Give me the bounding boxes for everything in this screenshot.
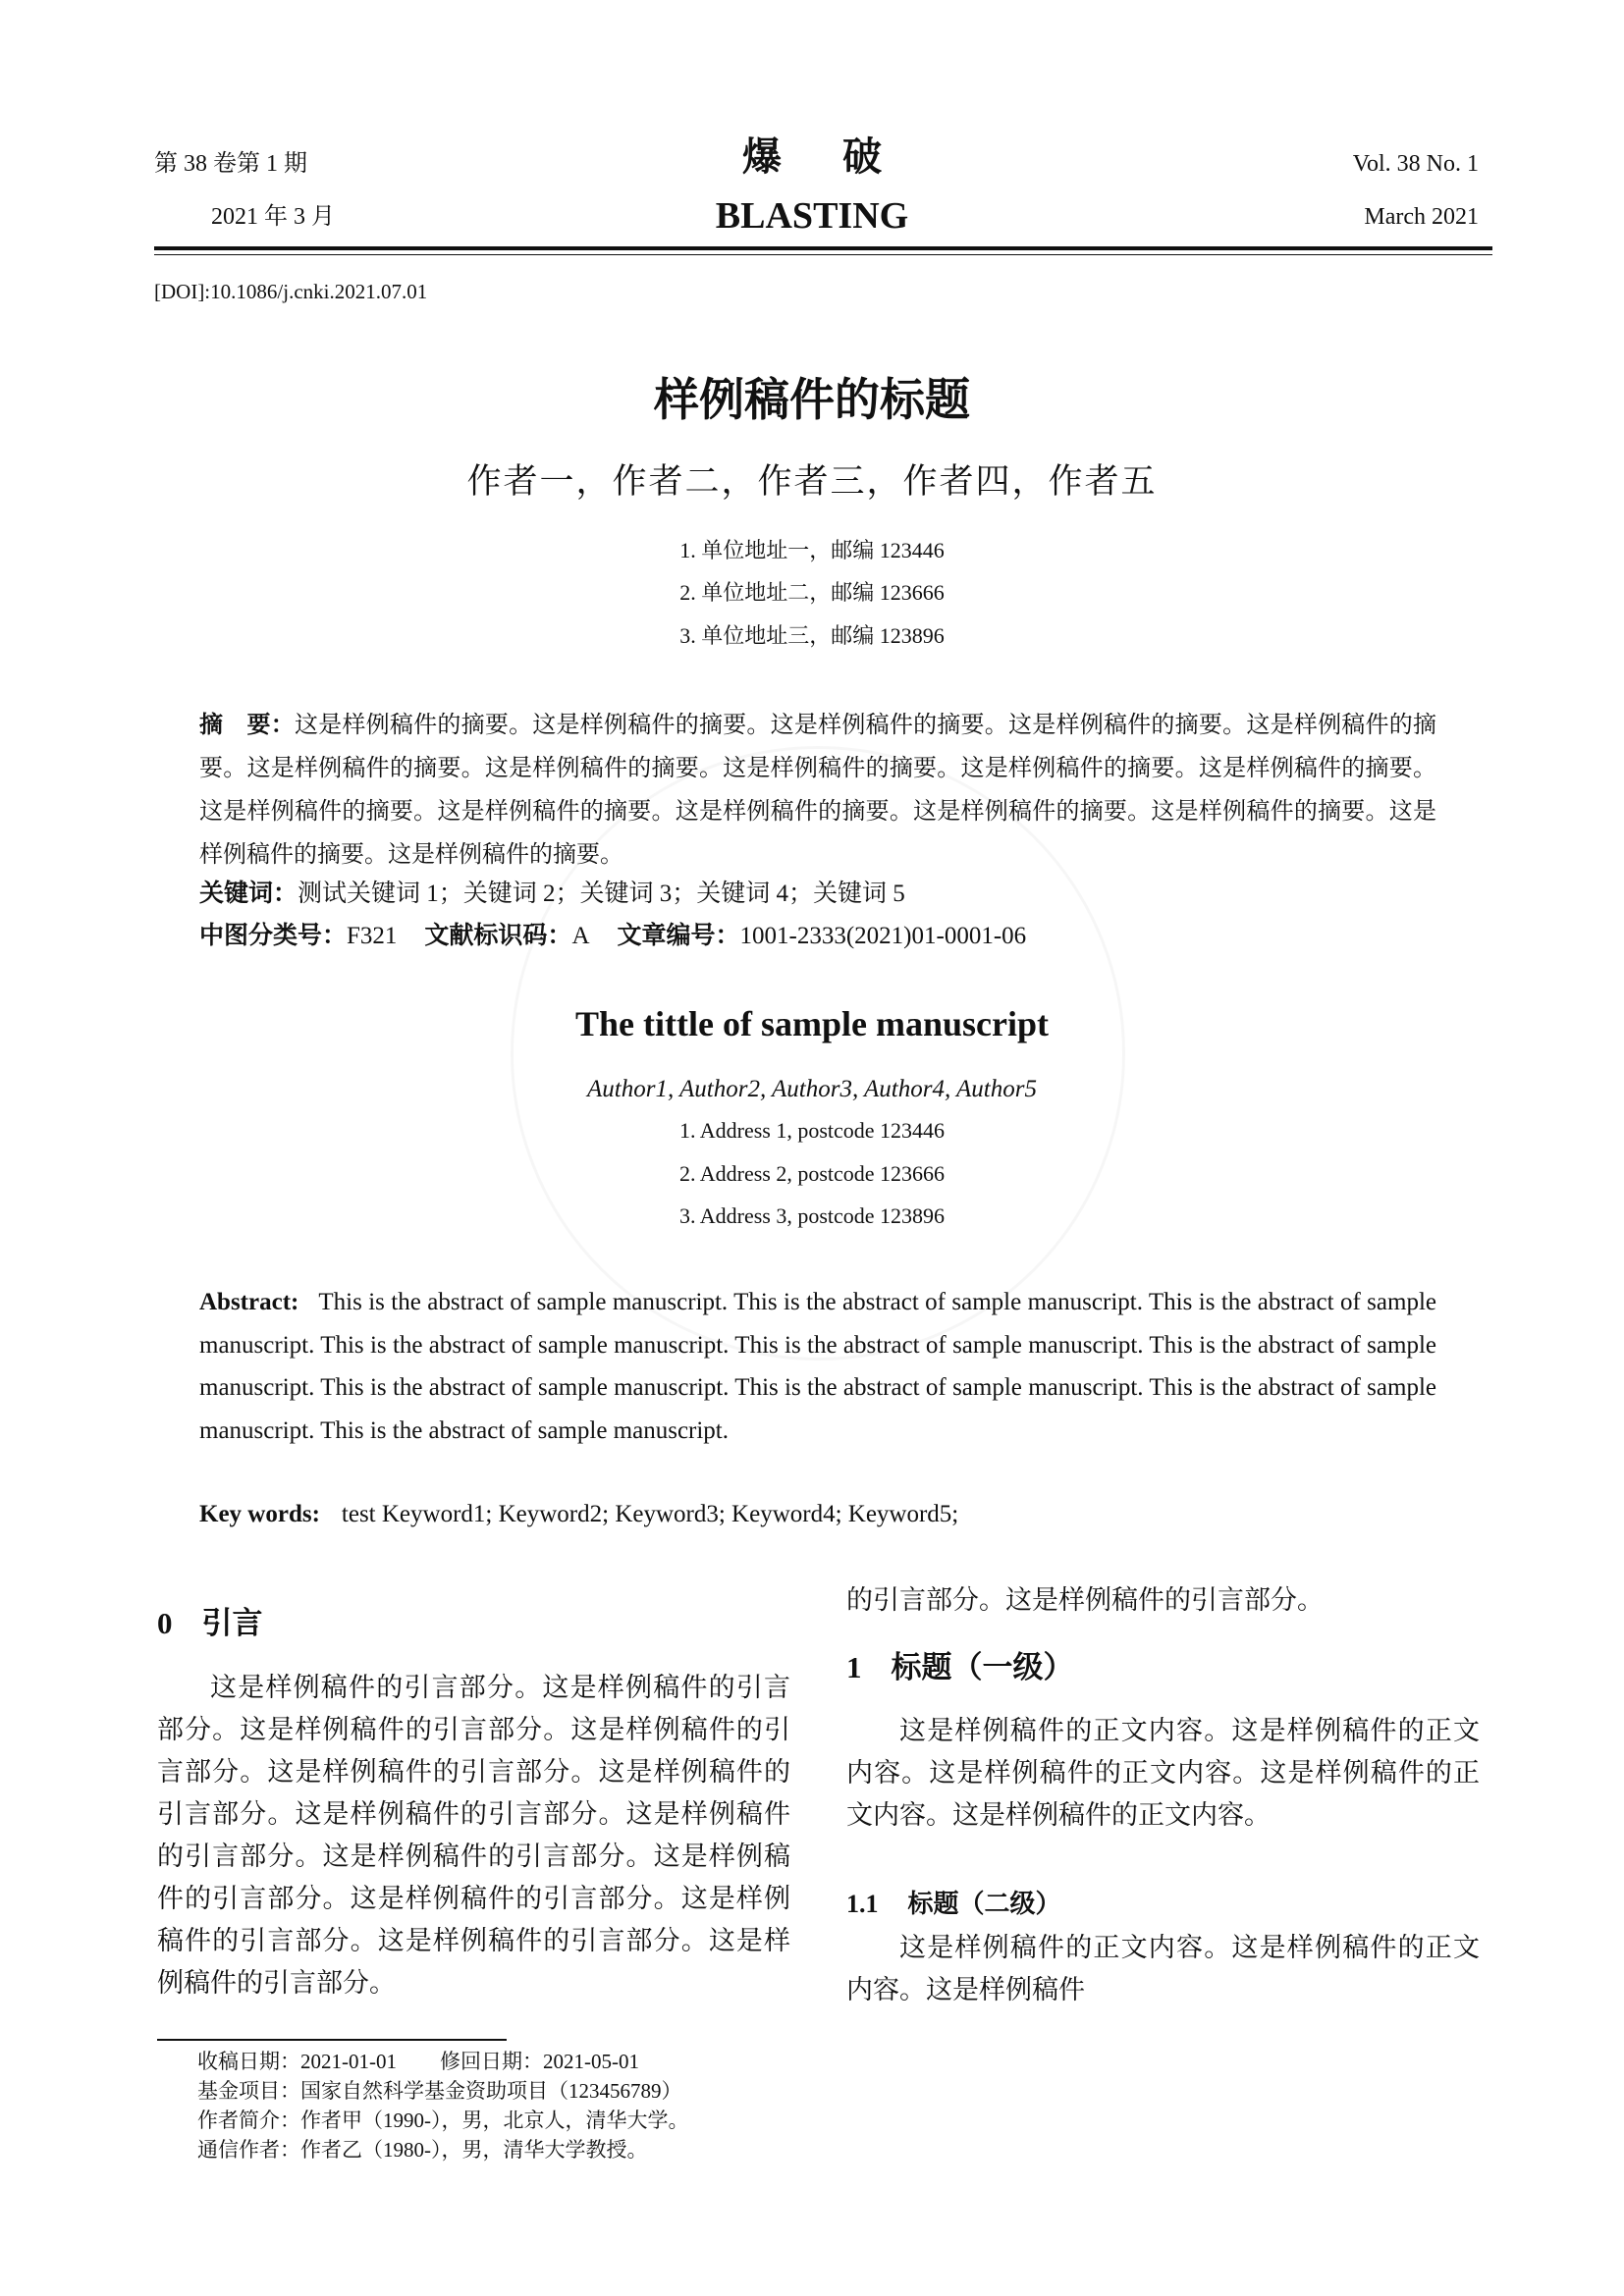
section-1-heading <box>846 1652 1074 1683</box>
section-1-1-number: 1.1 <box>846 1890 879 1918</box>
journal-name-cn: 爆破 <box>742 134 943 179</box>
header-rule-thick <box>154 246 1492 250</box>
keywords-cn-text: 测试关键词 1；关键词 2；关键词 3；关键词 4；关键词 5 <box>298 881 905 907</box>
date-cn: 2021 年 3 月 <box>211 204 335 230</box>
authors-en: Author1, Author2, Author3, Author4, Author5 <box>587 1076 1037 1102</box>
abstract-cn <box>199 703 1436 877</box>
section-1-1-title: 标题（二级） <box>907 1890 1061 1919</box>
abstract-en <box>199 1281 1436 1452</box>
right-column-continuation: 的引言部分。这是样例稿件的引言部分。 <box>846 1585 1324 1615</box>
footnote-author-bio: 作者简介：作者甲（1990-），男，北京人，清华大学。 <box>197 2109 689 2132</box>
footnote-corresponding: 通信作者：作者乙（1980-），男，清华大学教授。 <box>197 2138 648 2162</box>
keywords-cn-label: 关键词： <box>199 879 298 907</box>
affiliation-en-2: 2. Address 2, postcode 123666 <box>678 1161 946 1186</box>
title-en: The tittle of sample manuscript <box>575 1004 1049 1043</box>
doi: [DOI]:10.1086/j.cnki.2021.07.01 <box>154 280 428 303</box>
article-number-label: 文章编号： <box>617 921 740 949</box>
doc-code-label: 文献标识码： <box>424 921 572 949</box>
volume-issue-cn: 第 38 卷第 1 期 <box>154 151 307 177</box>
section-1-number: 1 <box>846 1650 862 1684</box>
doc-code-value: A <box>571 923 590 949</box>
header-rule-thin <box>154 254 1492 255</box>
abstract-en-text: This is the abstract of sample manuscript. This is the abstract of sample manuscript. This is the abstract of sample manuscript. This is the abstract of sample manuscript. This is the abstract of sample manuscript. This is the abstract of sample manuscript. This is the abstract of sample manuscript. This is the abstract of sample manuscript. This is the abstract of sample manuscript. This is the abstract of sample manuscript. <box>199 1289 1436 1444</box>
section-0-text: 这是样例稿件的引言部分。这是样例稿件的引言部分。这是样例稿件的引言部分。这是样例稿件的引言部分。这是样例稿件的引言部分。这是样例稿件的引言部分。这是样例稿件的引言部分。这是样例稿件的引言部分。这是样例稿件的引言部分。这是样例稿件的引言部分。这是样例稿件的引言部分。这是样例稿件的引言部分。这是样例稿件的引言部分。这是样例稿件的引言部分。 <box>157 1673 790 1998</box>
section-1-title: 标题（一级） <box>891 1650 1074 1685</box>
keywords-en-label: Key words: <box>199 1501 320 1527</box>
footnote-dates <box>197 2048 639 2077</box>
section-0-heading <box>157 1608 263 1639</box>
section-1-1-heading <box>846 1892 1061 1917</box>
footnote-rule <box>157 2039 507 2041</box>
date-en: March 2021 <box>1364 204 1479 230</box>
article-number-value: 1001-2333(2021)01-0001-06 <box>739 923 1027 949</box>
received-label: 收稿日期： <box>197 2050 300 2073</box>
clc-value: F321 <box>347 923 398 949</box>
revised-date: 2021-05-01 <box>543 2050 639 2073</box>
classification-line <box>199 923 1436 948</box>
abstract-cn-text: 这是样例稿件的摘要。这是样例稿件的摘要。这是样例稿件的摘要。这是样例稿件的摘要。这是样例稿件的摘要。这是样例稿件的摘要。这是样例稿件的摘要。这是样例稿件的摘要。这是样例稿件的摘要。这是样例稿件的摘要。这是样例稿件的摘要。这是样例稿件的摘要。这是样例稿件的摘要。这是样例稿件的摘要。这是样例稿件的摘要。这是样例稿件的摘要。这是样例稿件的摘要。 <box>199 713 1437 868</box>
volume-issue-en: Vol. 38 No. 1 <box>1352 151 1479 177</box>
abstract-en-label: Abstract: <box>199 1289 299 1315</box>
authors-cn: 作者一，作者二，作者三，作者四，作者五 <box>466 462 1158 501</box>
affiliation-en-1: 1. Address 1, postcode 123446 <box>678 1118 946 1143</box>
footnote-fund: 基金项目：国家自然科学基金资助项目（123456789） <box>197 2079 682 2103</box>
journal-name-en: BLASTING <box>715 195 909 237</box>
section-0-number: 0 <box>157 1606 173 1640</box>
affiliation-cn-2: 2. 单位地址二，邮编 123666 <box>679 580 945 605</box>
keywords-en-text: test Keyword1; Keyword2; Keyword3; Keyword4; Keyword5; <box>341 1501 959 1527</box>
section-0-title: 引言 <box>201 1606 263 1641</box>
affiliation-cn-3: 3. 单位地址三，邮编 123896 <box>679 623 945 648</box>
section-1-text: 这是样例稿件的正文内容。这是样例稿件的正文内容。这是样例稿件的正文内容。这是样例稿件的正文内容。这是样例稿件的正文内容。 <box>846 1716 1480 1830</box>
keywords-cn <box>199 881 1436 906</box>
title-cn: 样例稿件的标题 <box>654 373 970 426</box>
revised-label: 修回日期： <box>440 2050 543 2073</box>
affiliation-cn-1: 1. 单位地址一，邮编 123446 <box>679 538 945 562</box>
abstract-cn-label: 摘 要： <box>199 711 295 738</box>
section-1-1-text: 这是样例稿件的正文内容。这是样例稿件的正文内容。这是样例稿件 <box>846 1933 1480 2004</box>
received-date: 2021-01-01 <box>300 2050 397 2073</box>
clc-label: 中图分类号： <box>199 921 348 949</box>
affiliation-en-3: 3. Address 3, postcode 123896 <box>678 1203 946 1228</box>
keywords-en <box>199 1502 958 1526</box>
